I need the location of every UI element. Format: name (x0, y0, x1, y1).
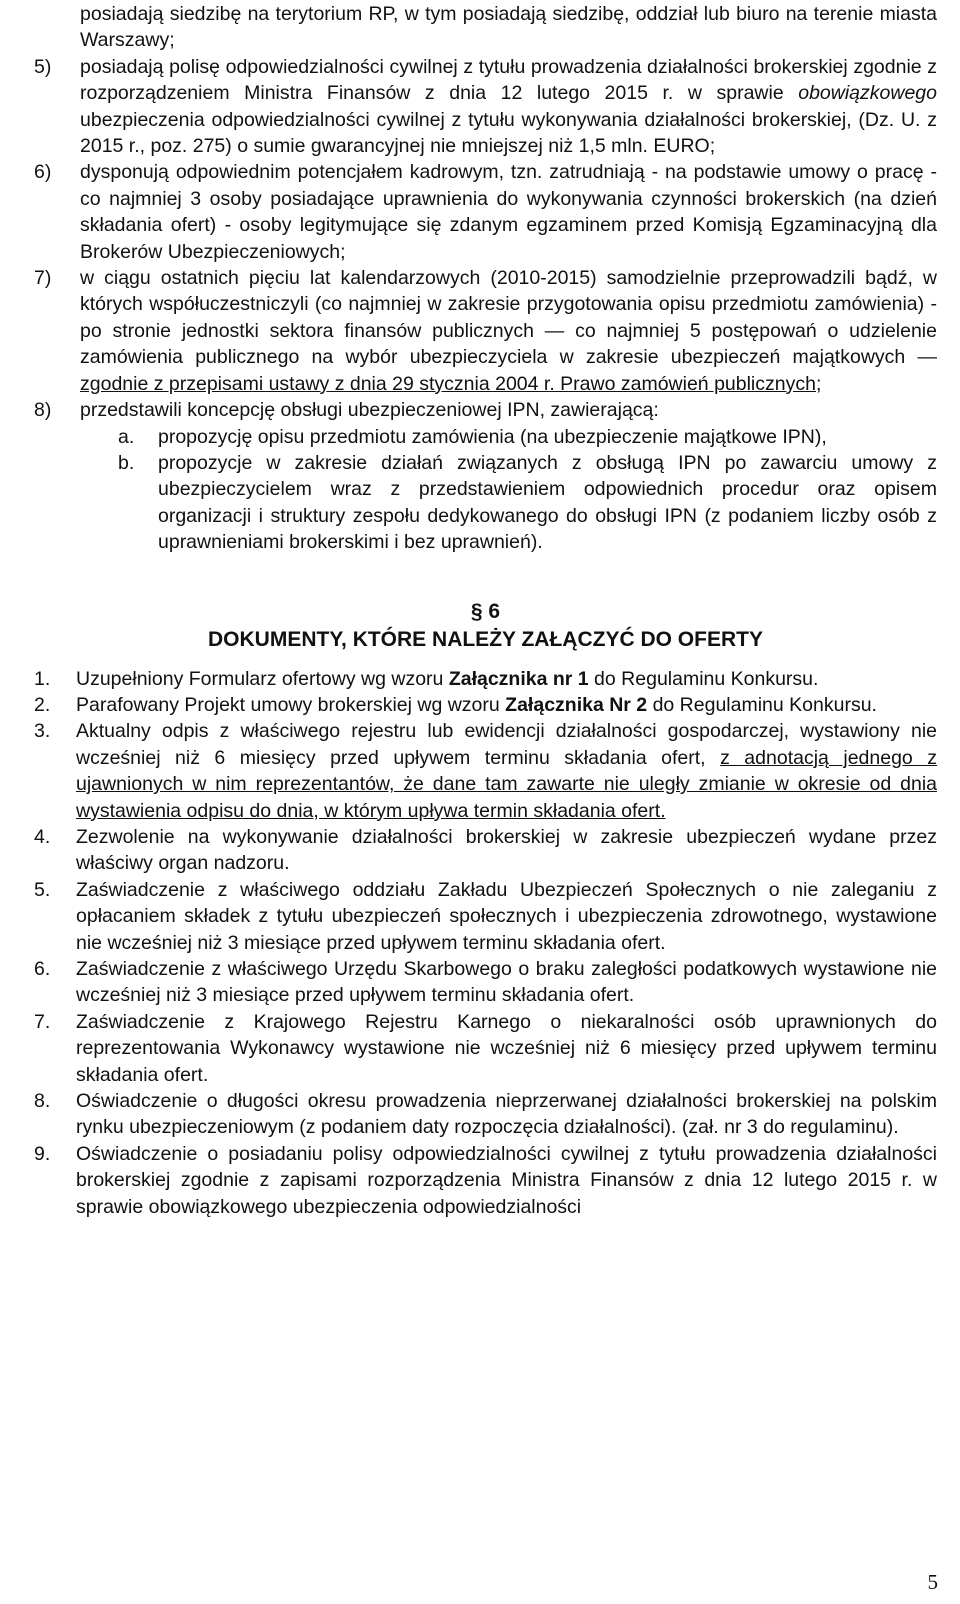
document-item-3 (34, 718, 937, 824)
document-text: Zezwolenie na wykonywanie działalności brokerskiej w zakresie ubezpieczeń wydane przez właściwy organ nadzoru. (76, 825, 937, 875)
condition-7-underlined: zgodnie z przepisami ustawy z dnia 29 stycznia 2004 r. Prawo zamówień publicznych; (80, 372, 822, 395)
document-number: 4. (34, 825, 51, 848)
document-number: 2. (34, 693, 51, 716)
document-underlined: z adnotacją jednego z ujawnionych w nim reprezentantów, że dane tam zawarte nie uległy zmianie w okresie od dnia wystawienia odpisu do dnia, w którym upływa termin składania ofert. (76, 746, 937, 822)
document-number: 9. (34, 1142, 51, 1165)
condition-5-text-a: posiadają polisę odpowiedzialności cywilnej z tytułu prowadzenia działalności brokerskiej zgodnie z rozporządzeniem Ministra Finansów z dnia 12 lutego 2015 r. w sprawie (80, 55, 937, 105)
document-number: 5. (34, 878, 51, 901)
document-text: do Regulaminu Konkursu. (647, 693, 877, 716)
document-item-9 (34, 1141, 937, 1220)
document-item-8 (34, 1088, 937, 1141)
condition-6-text: dysponują odpowiednim potencjałem kadrowym, tzn. zatrudniają - na podstawie umowy o pracę - co najmniej 3 osoby posiadające uprawnienia do wykonywania czynności brokerskich (na dzień składania ofert) - osoby legitymujące się zdanym egzaminem przed Komisją Egzaminacyjną dla Brokerów Ubezpieczeniowych; (80, 161, 937, 263)
condition-6 (34, 159, 937, 265)
document-item-5 (34, 877, 937, 956)
document-item-4 (34, 824, 937, 877)
sub-a-marker: a. (118, 425, 135, 448)
document-bold: Załącznika Nr 2 (505, 693, 648, 716)
condition-7-text: w ciągu ostatnich pięciu lat kalendarzowych (2010-2015) samodzielnie przeprowadzili bądź, w których współuczestniczyli (co najmniej w zakresie przygotowania opisu przedmiotu zamówienia) - po stronie jednostki sektora finansów publicznych — co najmniej 5 postępowań o udzielenie zamówienia publicznego na wybór ubezpieczyciela w zakresie ubezpieczeń majątkowych — (80, 267, 937, 369)
document-text: Oświadczenie o posiadaniu polisy odpowiedzialności cywilnej z tytułu prowadzenia działalności brokerskiej zgodnie z zapisami rozporządzenia Ministra Finansów z dnia 12 lutego 2015 r. w sprawie obowiązkowego ubezpieczenia odpowiedzialności (76, 1142, 937, 1218)
document-text: Parafowany Projekt umowy brokerskiej wg wzoru (76, 693, 506, 716)
document-page (34, 0, 937, 1220)
condition-8-text: przedstawili koncepcję obsługi ubezpieczeniowej IPN, zawierającą: (80, 399, 659, 422)
document-number: 6. (34, 958, 51, 980)
document-text: Zaświadczenie z właściwego oddziału Zakładu Ubezpieczeń Społecznych o nie zaleganiu z opłacaniem składek z tytułu ubezpieczeń społecznych i ubezpieczenia zdrowotnego, wystawione nie wcześniej niż 3 miesiące przed upływem terminu składania ofert. (76, 878, 937, 954)
sub-b-marker: b. (118, 451, 135, 474)
document-number: 7. (34, 1010, 51, 1033)
document-text: do Regulaminu Konkursu. (588, 667, 819, 690)
document-text: Aktualny odpis z właściwego rejestru lub ewidencji działalności gospodarczej, wystawiony nie wcześniej niż 6 miesięcy przed upływem terminu składania ofert, (76, 720, 937, 769)
condition-8 (34, 397, 937, 423)
condition-5-number: 5) (34, 55, 52, 78)
document-item-1 (34, 666, 937, 692)
document-text: Uzupełniony Formularz ofertowy wg wzoru (76, 667, 449, 690)
condition-7-number: 7) (34, 267, 52, 290)
document-text: Oświadczenie o długości okresu prowadzenia nieprzerwanej działalności brokerskiej na polskim rynku ubezpieczeniowym (z podaniem daty rozpoczęcia działalności). (zał. nr 3 do regulaminu). (76, 1090, 937, 1139)
document-item-2 (34, 692, 937, 718)
condition-5 (34, 54, 937, 160)
condition-8-sub-a (34, 424, 937, 450)
sub-b-text: propozycje w zakresie działań związanych z obsługą IPN po zawarciu umowy z ubezpieczycielem wraz z przedstawieniem odpowiednich procedur oraz opisem organizacji i struktury zespołu dedykowanego do obsługi IPN (z podaniem liczby osób z uprawnieniami brokerskimi i bez uprawnień). (158, 451, 937, 554)
document-item-7 (34, 1009, 937, 1088)
document-number: 8. (34, 1090, 51, 1113)
document-text: Zaświadczenie z Krajowego Rejestru Karnego o niekaralności osób uprawnionych do reprezentowania Wykonawcy wystawione nie wcześniej niż 6 miesięcy przed upływem terminu składania ofert. (76, 1010, 937, 1086)
document-bold: Załącznika nr 1 (448, 667, 589, 690)
sub-a-text: propozycję opisu przedmiotu zamówienia (na ubezpieczenie majątkowe IPN), (158, 425, 827, 448)
document-number: 1. (34, 667, 51, 690)
section-title: DOKUMENTY, KTÓRE NALEŻY ZAŁĄCZYĆ DO OFERTY (208, 627, 763, 651)
document-number: 3. (34, 720, 51, 743)
condition-7 (34, 265, 937, 397)
condition-8-sub-b (34, 450, 937, 556)
condition-6-number: 6) (34, 161, 52, 184)
document-text: Zaświadczenie z właściwego Urzędu Skarbowego o braku zaległości podatkowych wystawione nie wcześniej niż 3 miesiące przed upływem terminu składania ofert. (76, 958, 937, 1007)
document-item-6 (34, 956, 937, 1009)
condition-5-text-b: ubezpieczenia odpowiedzialności cywilnej z tytułu wykonywania działalności brokerskiej, (Dz. U. z 2015 r., poz. 275) o sumie gwarancyjnej nie mniejszej niż 1,5 mln. EURO; (80, 108, 937, 158)
condition-8-number: 8) (34, 399, 52, 422)
page-number: 5 (927, 1570, 938, 1594)
section-number: § 6 (470, 599, 501, 623)
condition-4-continuation: posiadają siedzibę na terytorium RP, w tym posiadają siedzibę, oddział lub biuro na terenie miasta Warszawy; (80, 3, 937, 52)
condition-5-italic: obowiązkowego (798, 82, 937, 105)
